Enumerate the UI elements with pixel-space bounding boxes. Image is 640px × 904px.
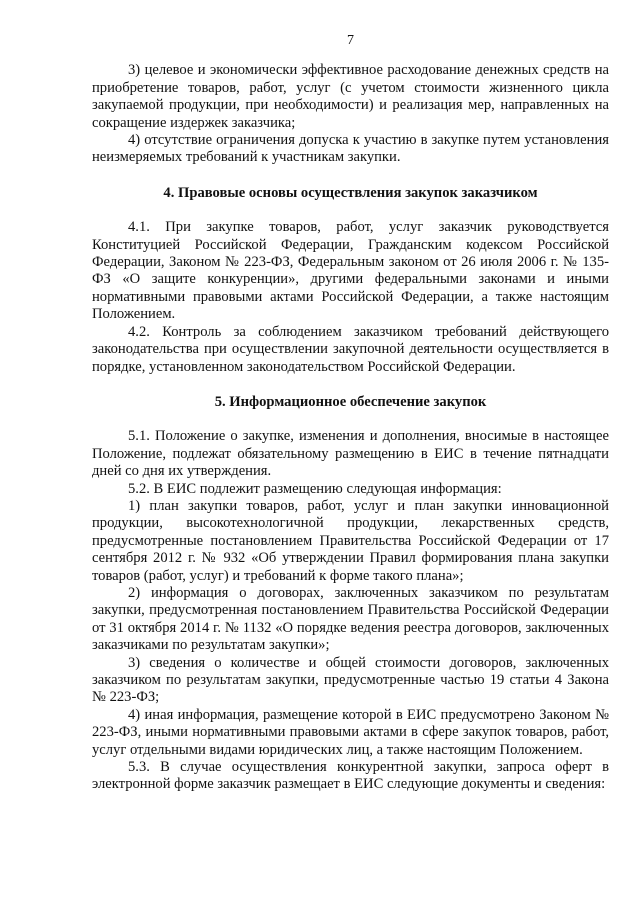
paragraph-4-2: 4.2. Контроль за соблюдением заказчиком требований действующего законодательства при осуществлении закупочной деятельности осуществляется в порядке, установленном законодательством Российской Федерации. — [92, 323, 609, 375]
paragraph-5-1: 5.1. Положение о закупке, изменения и дополнения, вносимые в настоящее Положение, подлежат обязательному размещению в ЕИС в течение пятнадцати дней со дня их утверждения. — [92, 428, 609, 480]
paragraph-5-3: 5.3. В случае осуществления конкурентной закупки, запроса оферт в электронной форме заказчик размещает в ЕИС следующие документы и сведения: — [92, 759, 609, 793]
section-heading-5: 5. Информационное обеспечение закупок — [214, 393, 487, 410]
spacer — [92, 411, 609, 428]
paragraph-item-4-no-restriction: 4) отсутствие ограничения допуска к участию в закупке путем установления неизмеряемых требований к участникам закупки. — [92, 132, 609, 166]
document-page — [92, 32, 609, 794]
paragraph-5-2: 5.2. В ЕИС подлежит размещению следующая информация: — [128, 480, 502, 497]
paragraph-5-2-item-3: 3) сведения о количестве и общей стоимости договоров, заключенных заказчиком по результатам закупки, предусмотренные частью 19 статьи 4 Закона № 223-ФЗ; — [92, 654, 609, 706]
spacer — [92, 376, 609, 394]
spacer — [92, 202, 609, 219]
page-number: 7 — [347, 33, 354, 48]
paragraph-5-2-item-4: 4) иная информация, размещение которой в ЕИС предусмотрено Законом № 223-ФЗ, иными нормативными правовыми актами в сфере закупок товаров, работ, услуг отдельными видами юридических лиц, а также настоящим Положением. — [92, 706, 609, 758]
section-heading-4: 4. Правовые основы осуществления закупок заказчиком — [163, 184, 538, 201]
spacer — [92, 167, 609, 185]
paragraph-5-2-item-1: 1) план закупки товаров, работ, услуг и план закупки инновационной продукции, высокотехнологичной продукции, лекарственных средств, предусмотренные постановлением Правительства Российской Федерации от 17 сентября 2012 г. № 932 «Об утверждении Правил формирования плана закупки товаров (работ, услуг) и требований к форме такого плана»; — [92, 497, 609, 584]
paragraph-5-2-item-2: 2) информация о договорах, заключенных заказчиком по результатам закупки, предусмотренная постановлением Правительства Российской Федерации от 31 октября 2014 г. № 1132 «О порядке ведения реестра договоров, заключенных заказчиками по результатам закупки»; — [92, 584, 609, 654]
paragraph-4-1: 4.1. При закупке товаров, работ, услуг заказчик руководствуется Конституцией Российской Федерации, Гражданским кодексом Российской Федерации, Законом № 223-ФЗ, Федеральным законом от 26 июля 2006 г. № 135-ФЗ «О защите конкуренции», другими федеральными законами и иными нормативными правовыми актами Российской Федерации, а также настоящим Положением. — [92, 219, 609, 323]
paragraph-item-3-expenditure: 3) целевое и экономически эффективное расходование денежных средств на приобретение товаров, работ, услуг (с учетом стоимости жизненного цикла закупаемой продукции, при необходимости) и реализация мер, направленных на сокращение издержек заказчика; — [92, 62, 609, 131]
